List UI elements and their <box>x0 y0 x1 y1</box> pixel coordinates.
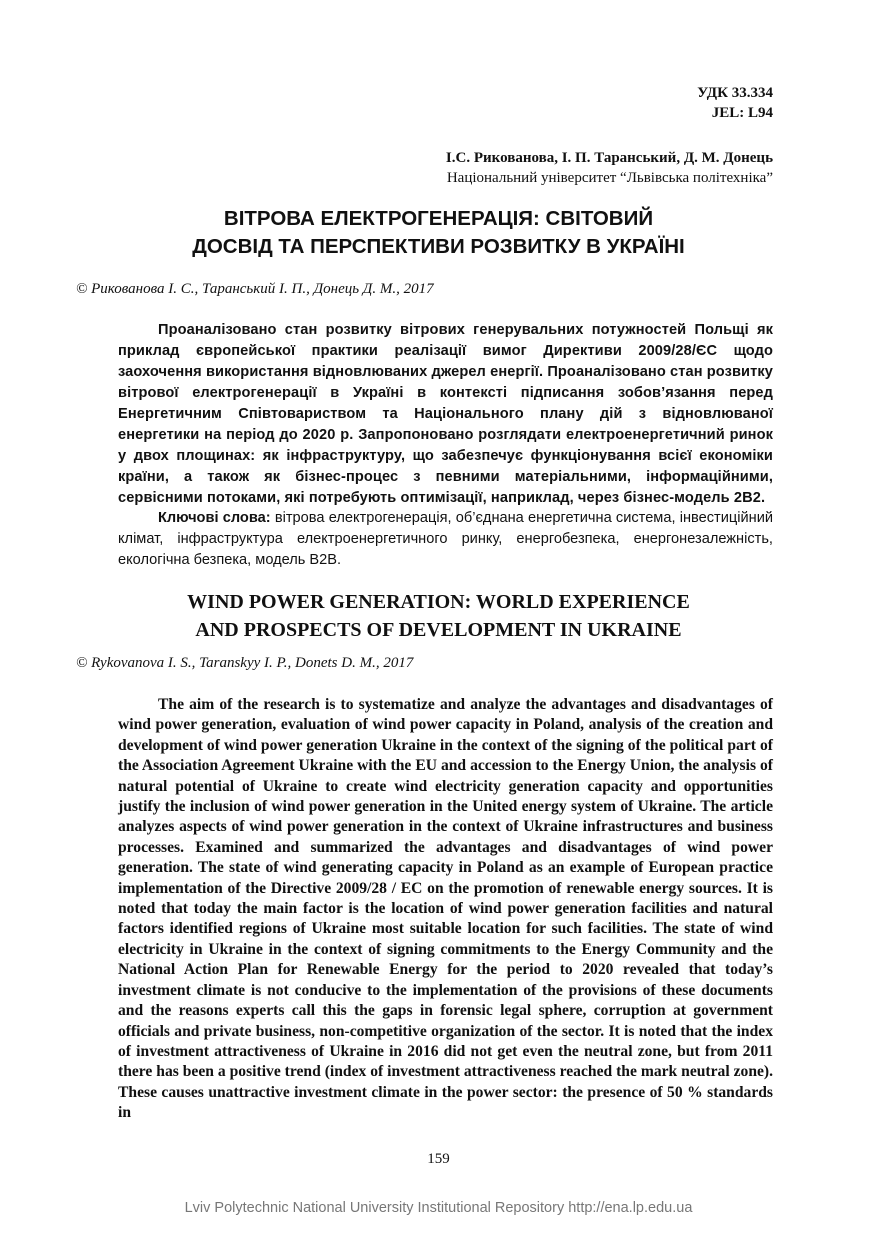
author-names: І.С. Рикованова, І. П. Таранський, Д. М. Донець <box>445 150 773 166</box>
title-english <box>0 588 877 644</box>
title-ukrainian <box>0 205 877 261</box>
affiliation: Національний університет “Львівська політехніка” <box>446 170 773 186</box>
udc-code: УДК 33.334 <box>697 85 773 101</box>
author-block <box>446 148 773 188</box>
keywords-label: Ключові слова: <box>158 510 271 526</box>
title-english-line2: AND PROSPECTS OF DEVELOPMENT IN UKRAINE <box>195 619 682 641</box>
repository-footer: Lviv Polytechnic National University Institutional Repository http://ena.lp.edu.ua <box>184 1200 693 1216</box>
title-ukrainian-line1: ВІТРОВА ЕЛЕКТРОГЕНЕРАЦІЯ: СВІТОВИЙ <box>223 207 654 230</box>
page-number: 159 <box>427 1151 450 1167</box>
title-ukrainian-line2: ДОСВІД ТА ПЕРСПЕКТИВИ РОЗВИТКУ В УКРАЇНІ <box>192 235 685 258</box>
abstract-english: The aim of the research is to systematize and analyze the advantages and disadvantages of wind power generation, evaluation of wind power capacity in Poland, analysis of the creation and development of wind power generation Ukraine in the context of the signing of the political part of the Association Agreement Ukraine with the EU and accession to the Energy Union, the analysis of natural potential of Ukraine to create wind electricity generation capacity and opportunities justify the inclusion of wind power generation in the United energy system of Ukraine. The article analyzes aspects of wind power generation in the context of Ukraine infrastructures and business processes. Examined and summarized the advantages and disadvantages of wind power generation. The state of wind generating capacity in Poland as an example of European practice implementation of the Directive 2009/28 / EC on the promotion of renewable energy sources. It is noted that today the main factor is the location of wind power generation facilities and natural factors identified regions of Ukraine most suitable location for such facilities. The state of wind electricity in Ukraine in the context of signing commitments to the Energy Community and the National Action Plan for Renewable Energy for the period to 2020 revealed that today’s investment climate is not conducive to the implementation of the provisions of these documents and the reasons experts call this the gaps in forensic legal sphere, corruption at government officials and private business, non-competitive organization of the sector. It is noted that the index of investment attractiveness of Ukraine in 2016 did not get even the neutral zone, but from 2011 there has been a positive trend (index of investment attractiveness reached the mark neutral zone). These causes unattractive investment climate in the power sector: the presence of 50 % standards in <box>118 696 773 1122</box>
copyright-ukrainian: © Рикованова І. С., Таранський І. П., Донець Д. М., 2017 <box>76 281 434 297</box>
jel-code: JEL: L94 <box>711 105 773 121</box>
udc-block <box>697 83 773 123</box>
keywords-ukrainian <box>118 508 773 571</box>
title-english-line1: WIND POWER GENERATION: WORLD EXPERIENCE <box>187 591 690 613</box>
abstract-ukrainian: Проаналізовано стан розвитку вітрових генерувальних потужностей Польщі як приклад європейської практики реалізації вимог Директиви 2009/28/ЄС щодо заохочення використання відновлюваних джерел енергії. Проаналізовано стан розвитку вітрової електрогенерації в Україні в контексті підписання зобов’язання перед Енергетичним Співтовариством та Національного плану дій з відновлюваної енергетики на період до 2020 р. Запропоновано розглядати електроенергетичний ринок у двох площинах: як інфраструктуру, що забезпечує функціонування всієї економіки країни, а також як бізнес-процес з певними матеріальними, інформаційними, сервісними потоками, які потребують оптимізації, наприклад, через бізнес-модель 2В2. <box>118 322 773 506</box>
copyright-english: © Rykovanova I. S., Taranskyy I. P., Donets D. M., 2017 <box>76 655 414 671</box>
keywords-text: вітрова електрогенерація, об’єднана енергетична система, інвестиційний клімат, інфраструктура електроенергетичного ринку, енергобезпека, енергонезалежність, екологічна безпека, модель В2В. <box>118 510 774 568</box>
